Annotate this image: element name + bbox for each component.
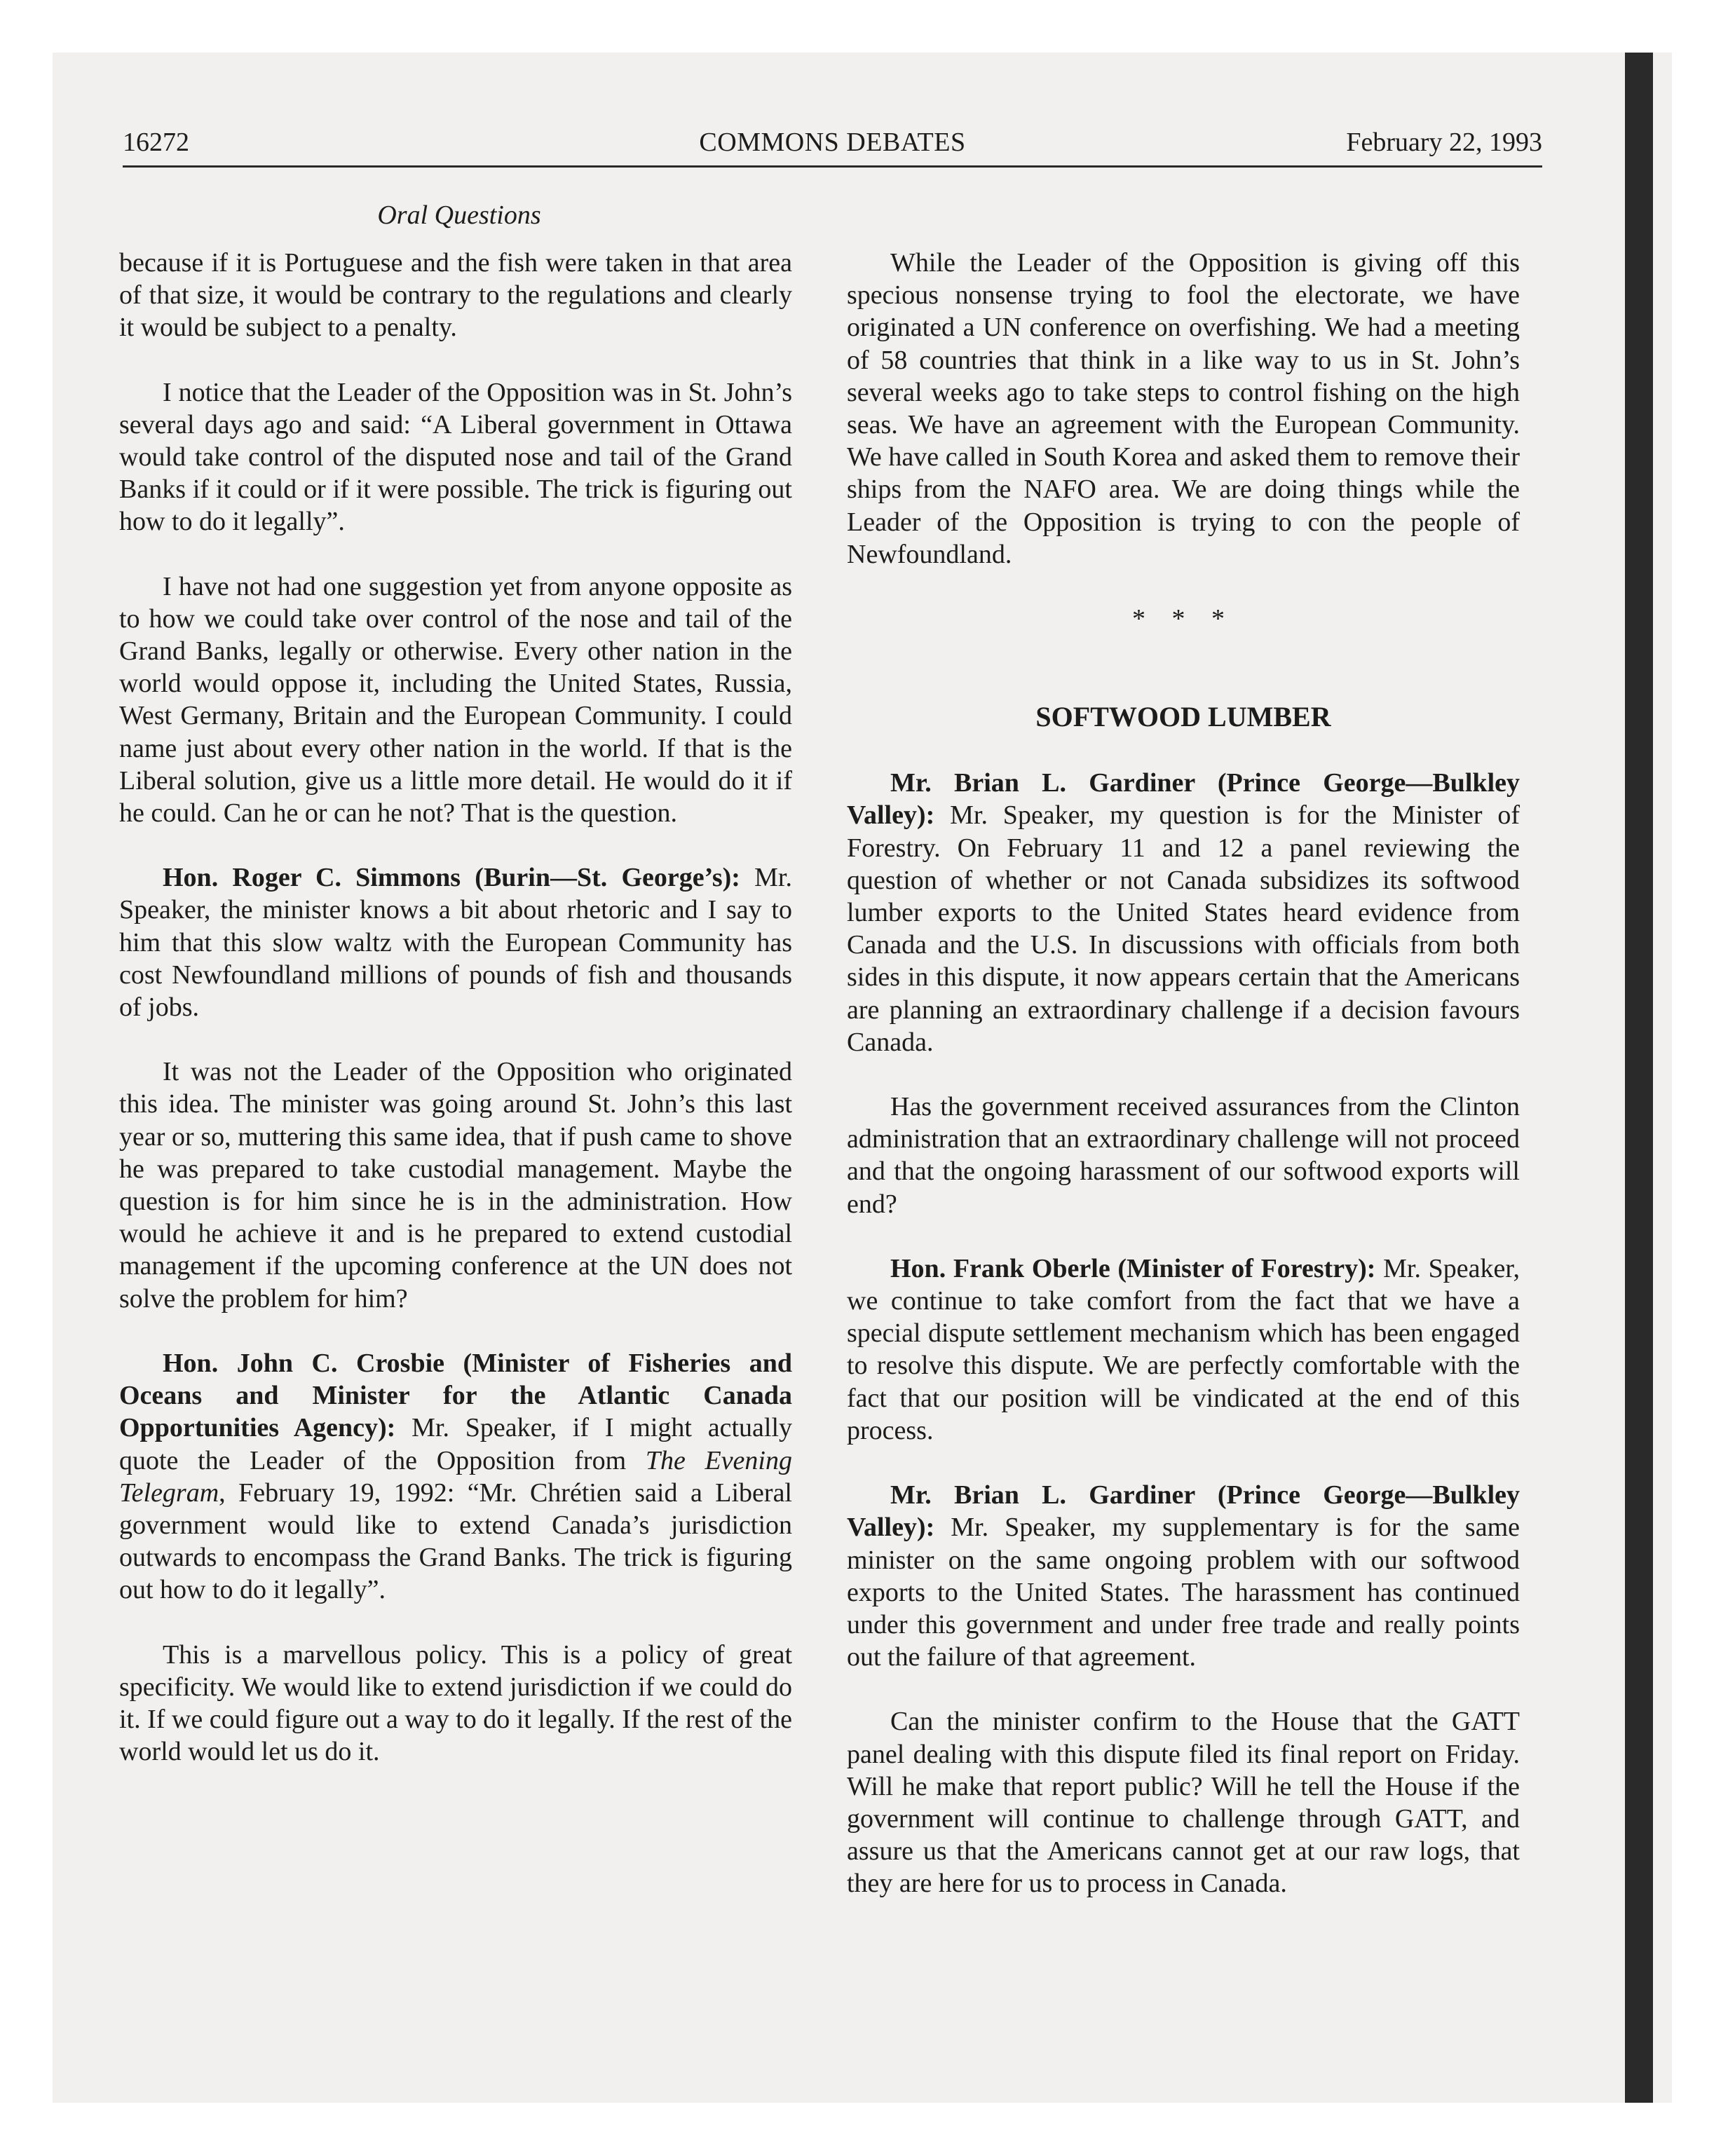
- page-number: 16272: [123, 128, 189, 157]
- paragraph: Has the government received assurances from the Clinton administration that an extraordinary challenge will not proceed and that the ongoing harassment of our softwood exports will end?: [847, 1092, 1520, 1219]
- speech-text: , February 19, 1992: “Mr. Chrétien said a Liberal government would like to extend Canada’s jurisdiction outwards to encompass the Grand Banks. The trick is figuring out how to do it legally”.: [119, 1478, 792, 1605]
- right-column: [847, 247, 1520, 1932]
- speech-text: Mr. Speaker, if I might actually quote the Leader of the Opposition from: [119, 1413, 792, 1475]
- running-header: [123, 125, 1542, 167]
- speech-text: Mr. Speaker, my supplementary is for the same minister on the same ongoing problem with our softwood exports to the United States. The harassment has continued under this government and under free trade and really points out the failure of that agreement.: [847, 1513, 1520, 1672]
- speech-paragraph: [847, 1479, 1520, 1673]
- section-heading: SOFTWOOD LUMBER: [1035, 701, 1331, 733]
- paragraph: While the Leader of the Opposition is giving off this specious nonsense trying to fool the electorate, we have originated a UN conference on overfishing. We had a meeting of 58 countries that think in a like way to us in St. John’s several weeks ago to take steps to control fishing on the high seas. We have an agreement with the European Community. We have called in South Korea and asked them to remove their ships from the NAFO area. We are doing things while the Leader of the Opposition is trying to con the people of Newfoundland.: [847, 248, 1520, 569]
- speaker-name: Hon. Frank Oberle (Minister of Forestry):: [890, 1253, 1376, 1283]
- sitting-date: February 22, 1993: [1346, 128, 1542, 157]
- speech-text: Mr. Speaker, the minister knows a bit about rhetoric and I say to him that this slow waltz with the European Community has cost Newfoundland millions of pounds of fish and thousands of jobs.: [119, 863, 792, 1023]
- header-rule: [123, 165, 1542, 168]
- speech-paragraph: [119, 861, 792, 1023]
- speech-paragraph: [847, 1253, 1520, 1447]
- speech-paragraph: [847, 767, 1520, 1058]
- speaker-name: Mr. Brian L. Gardiner (Prince George—Bulkley Valley):: [847, 1480, 1520, 1543]
- scan-shadow-edge: [1625, 53, 1653, 2103]
- speech-text: Mr. Speaker, my question is for the Minister of Forestry. On February 11 and 12 a panel reviewing the question of whether or not Canada subsidizes its softwood lumber exports to the United States heard evidence from Canada and the U.S. In discussions with officials from both sides in this dispute, it now appears certain that the Americans are planning an extraordinary challenge if a decision favours Canada.: [847, 800, 1520, 1057]
- left-column: [119, 247, 792, 1800]
- speaker-name: Hon. John C. Crosbie (Minister of Fisheries and Oceans and Minister for the Atlantic Canada Opportunities Agency):: [119, 1348, 792, 1443]
- speaker-name: Hon. Roger C. Simmons (Burin—St. George’s):: [163, 863, 740, 893]
- paragraph: I have not had one suggestion yet from anyone opposite as to how we could take over control of the nose and tail of the Grand Banks, legally or otherwise. Every other nation in the world would oppose it, including the United States, Russia, West Germany, Britain and the European Community. I could name just about every other nation in the world. If that is the Liberal solution, give us a little more detail. He would do it if he could. Can he or can he not? That is the question.: [119, 571, 792, 828]
- paragraph: I notice that the Leader of the Opposition was in St. John’s several days ago and said: “A Liberal government in Ottawa would take control of the disputed nose and tail of the Grand Banks if it could or if it were possible. The trick is figuring out how to do it legally”.: [119, 377, 792, 537]
- section-label: Oral Questions: [377, 200, 541, 230]
- cited-newspaper: The Evening Telegram: [119, 1445, 792, 1508]
- paragraph: This is a marvellous policy. This is a policy of great specificity. We would like to extend jurisdiction if we could do it. If we could figure out a way to do it legally. If the rest of the world would let us do it.: [119, 1639, 792, 1767]
- paragraph: Can the minister confirm to the House that the GATT panel dealing with this dispute filed its final report on Friday. Will he make that report public? Will he tell the House if the government will continue to challenge through GATT, and assure us that the Americans cannot get at our raw logs, that they are here for us to process in Canada.: [847, 1707, 1520, 1899]
- paragraph: because if it is Portuguese and the fish were taken in that area of that size, it would be contrary to the regulations and clearly it would be subject to a penalty.: [119, 248, 792, 343]
- publication-title: COMMONS DEBATES: [699, 128, 966, 157]
- speaker-name: Mr. Brian L. Gardiner (Prince George—Bulkley Valley):: [847, 768, 1520, 831]
- section-separator: * * *: [1132, 604, 1234, 634]
- speech-paragraph: [119, 1347, 792, 1606]
- speech-text: Mr. Speaker, we continue to take comfort from the fact that we have a special dispute settlement mechanism which has been engaged to resolve this dispute. We are perfectly comfortable with the fact that our position will be vindicated at the end of this process.: [847, 1253, 1520, 1445]
- paragraph: It was not the Leader of the Opposition who originated this idea. The minister was going around St. John’s this last year or so, muttering this same idea, that if push came to shove he was prepared to take custodial management. Maybe the question is for him since he is in the administration. How would he achieve it and is he prepared to extend custodial management if the upcoming conference at the UN does not solve the problem for him?: [119, 1057, 792, 1314]
